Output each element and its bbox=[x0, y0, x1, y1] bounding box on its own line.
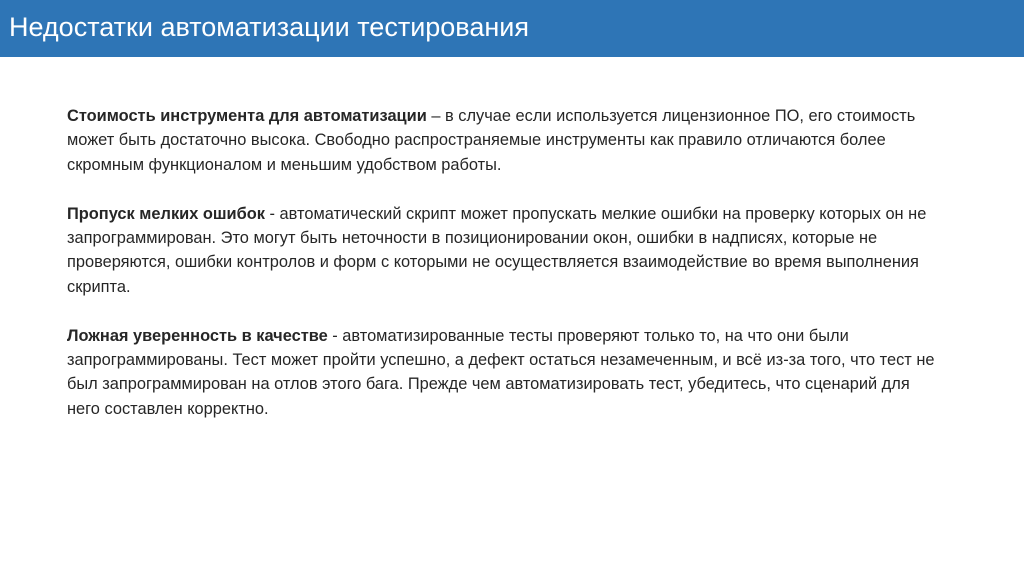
slide-body bbox=[67, 104, 947, 446]
text-tool-cost: – в случае если используется лицензионное ПО, его стоимость может быть достаточно высока. Свободно распространяемые инструменты как правило отличаются более скромным функционалом и меньшим удобством работы. bbox=[67, 107, 916, 174]
term-false-confidence: Ложная уверенность в качестве bbox=[67, 326, 328, 345]
title-bar bbox=[0, 0, 1024, 57]
term-tool-cost: Стоимость инструмента для автоматизации bbox=[67, 107, 427, 125]
paragraph-false-confidence bbox=[67, 324, 947, 422]
slide-title: Недостатки автоматизации тестирования bbox=[9, 11, 529, 42]
paragraph-tool-cost bbox=[67, 104, 947, 177]
text-false-confidence: - автоматизированные тесты проверяют только то, на что они были запрограммированы. Тест может пройти успешно, а дефект остаться незамеченным, и всё из-за того, что тест не был запрограммирован на отлов этого бага. Прежде чем автоматизировать тест, убедитесь, что сценарий для него составлен корректно. bbox=[67, 326, 935, 418]
term-missed-errors: Пропуск мелких ошибок bbox=[67, 204, 265, 223]
paragraph-missed-errors bbox=[67, 202, 947, 300]
text-missed-errors: - автоматический скрипт может пропускать мелкие ошибки на проверку которых он не запрограммирован. Это могут быть неточности в позиционировании окон, ошибки в надписях, которые не проверяются, ошибки контролов и форм с которыми не осуществляется взаимодействие во время выполнения скрипта. bbox=[67, 204, 927, 296]
